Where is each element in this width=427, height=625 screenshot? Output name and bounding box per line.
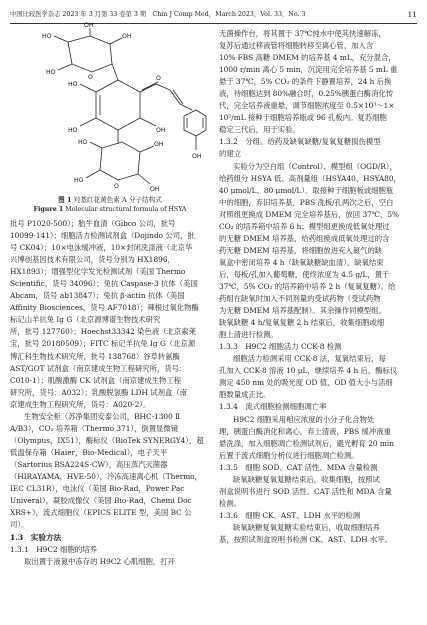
text-line: 测定 450 nm 处的吸光度 OD 值，OD 值大小与活细	[219, 378, 393, 388]
text-line: CO₂ 的培养箱中培养 6 h；模型组更换成低氧处理过	[219, 221, 390, 231]
figure-label-en: Figure 1	[33, 206, 64, 213]
text-line: 胞数量成正比。	[219, 390, 271, 400]
text-line: Abcam，货号 ab13847）；兔抗 β-actin 抗体（美国	[10, 291, 185, 301]
sod-cat-mda-paragraph	[219, 474, 417, 510]
page-number: 11	[407, 10, 417, 19]
atom-oh: OH	[154, 141, 164, 148]
right-column	[219, 28, 417, 546]
text-line: 基，按照试剂盒说明书检测 CK、AST、LDH 水平。	[219, 534, 393, 544]
atom-oh: OH	[150, 186, 160, 193]
text-line: 10% FBS 高糖 DMEM 的培养基 4 mL，充分混合，	[219, 53, 396, 63]
atom-o: O	[88, 74, 93, 81]
text-line: 为无糖 DMEM 培养基配制）。其余操作同模型组。	[219, 306, 386, 316]
atom-oh: OH	[84, 22, 94, 29]
text-line: 37℃，5% CO₂ 的培养箱中培养 2 h（复氧复糖）。给	[219, 281, 396, 291]
atom-ho: HO	[74, 177, 84, 184]
text-line: 胞上清进行检测。	[219, 330, 278, 340]
text-line: 剂盒说明书进行 SOD 活性、CAT 活性和 MDA 含量	[219, 486, 392, 496]
text-line: 标记山羊抗兔 Ig G（北京源博谱生物技术研究	[10, 315, 161, 325]
text-line: （Sartorius BSA224S-CW），高压蒸汽灭菌器	[10, 459, 168, 469]
text-line: 缺氧缺糖 4 h/复氧复糖 2 h 结束后，收集细胞或细	[219, 318, 385, 328]
text-line: Scientific，货号 34096）；兔抗 Caspase-3 抗体（美国	[10, 279, 198, 289]
text-line: AST/GOT 试剂盒（南京建成生物工程研究所，货号：	[10, 363, 187, 373]
figure-label-cn: 图 1	[58, 196, 72, 204]
atom-oh: OH	[192, 153, 202, 160]
text-line: 检测。	[219, 498, 242, 508]
text-line: 悬于 37℃，5% CO₂ 的条件下静置培养，24 h 后换	[219, 77, 392, 87]
text-line: Univeral），凝胶成像仪（美国 Bio-Rad，Chemi Doc	[10, 496, 192, 506]
apoptosis-paragraph	[219, 414, 417, 462]
text-line: 药无糖 DMEM 培养基，将细胞放进充入氮气的缺	[219, 245, 383, 255]
text-line: 40 μmol/L、80 μmol/L）。取接种于细胞板或细胞瓶	[219, 185, 394, 195]
subsection-heading: 1.3.1 H9C2 细胞的培养	[10, 545, 98, 555]
journal-citation: 中国比较医学杂志 2023 年 3 月第 33 卷第 3 期 Chin J Comp Med，March 2023，Vol. 33，No. 3	[10, 11, 306, 18]
text-line: 号 CK04）；10×电泳缓冲液，10×封闭洗涤液（北京华	[10, 243, 193, 253]
text-line: 后，每板/孔加入葡萄糖，使终浓度为 4.5 g/L，置于	[219, 269, 390, 279]
text-line: 研究所，货号：A032）；乳酸脱氢酶 LDH 试剂盒（南	[10, 387, 188, 397]
atom-ho: HO	[68, 81, 78, 88]
hsya-structure-drawing	[10, 22, 210, 194]
atom-ho: HO	[68, 127, 78, 134]
text-line: 批号 P1020-500）；胎牛血清（Gibco 公司，批号	[10, 219, 176, 228]
grouping-paragraph	[219, 161, 417, 342]
instruments-paragraph	[10, 411, 210, 531]
atom-o: O	[114, 183, 119, 190]
text-line: 缺氧缺糖复氧复糖实验结束后，收取细胞培养	[233, 522, 380, 532]
text-line: 1000 r/min 离心 5 min，沉淀用完全培养基 5 mL 重	[219, 65, 398, 75]
text-line: 10⁵/mL 接种于细胞培养瓶或 96 孔板内。复苏细胞	[219, 113, 387, 123]
text-line: 生物安全柜（苏净集团安泰公司，BHC-1300 Ⅱ	[24, 411, 181, 421]
text-line: 博汇科生物技术研究所，批号 138768）谷草转氨酶	[10, 351, 180, 361]
text-line: 给药组分 HSYA 低、高剂量组（HSYA40、HSYA80，	[219, 173, 401, 183]
text-line: 稳定三代后，用于实验。	[219, 125, 300, 135]
subsection-heading: 1.3.5 细胞 SOD、CAT 活性、MDA 含量检测	[219, 462, 378, 472]
text-line: XRS+），流式细胞仪（EPICS ELITE 型，美国 BC 公	[10, 508, 192, 518]
text-line: 兴博创基因技术有限公司，货号分别为 HX1896，	[10, 255, 175, 265]
text-line: Affinity Biosciences，货号 AF7018）；辣根过氧化物酶	[10, 303, 199, 313]
subsection-heading: 1.3.6 细胞 CK、AST、LDH 水平的检测	[219, 510, 361, 520]
text-line: 10099-141）；细胞活力检测试剂盒（Dojindo 公司，批	[10, 231, 195, 241]
text-line: 氧盒中密闭培养 4 h（缺氧缺糖缺血清），缺氧结束	[219, 257, 384, 267]
text-line: （Olympus，IX51），酶标仪（BioTek SYNERGY4），超	[10, 435, 204, 445]
atom-o: O	[156, 75, 161, 82]
culture-paragraph-start	[10, 556, 210, 568]
atom-oh: OH	[156, 127, 166, 134]
text-line: 细胞活力检测采用 CCK-8 法，复氧结束后，每	[233, 354, 386, 364]
subsection-heading	[219, 136, 417, 160]
text-line: 理，胰蛋白酶消化和离心，弃上清液，PBS 缓冲液重	[219, 426, 391, 436]
molecular-structure-figure	[10, 22, 210, 194]
left-column	[10, 22, 210, 569]
text-line: 京建成生物工程研究所，货号：A020-2）。	[10, 399, 151, 409]
text-line: 孔加入 CCK-8 溶液 10 μL，继续培养 4 h 后，酶标仪	[219, 366, 398, 376]
reagents-paragraph	[10, 218, 210, 411]
heading-line: 的建立	[219, 149, 242, 159]
text-line: 中的细胞，弃旧培养基，PBS 洗板/孔两次之后，空白	[219, 197, 394, 207]
text-line: 无菌操作台，将其置于 37℃纯水中使其快速解冻，	[219, 29, 386, 38]
text-line: IEC CL31R），电泳仪（美国 Bio-Rad，Power Pac	[10, 484, 185, 494]
text-line: 液，待细胞达到 80%融合时，0.25%胰蛋白酶消化传	[219, 89, 394, 99]
header-rule	[10, 23, 417, 24]
figure-caption-en	[10, 205, 210, 214]
text-line: 取出置于液氮中冻存的 H9C2 心肌细胞，打开	[24, 557, 175, 567]
text-line: 宝，批号 20180509）；FITC 标记羊抗兔 Ig G（北京源	[10, 339, 196, 349]
text-line: 的无糖 DMEM 培养基，给药组换成低氧处理过的含	[219, 233, 390, 243]
ck-ast-ldh-paragraph	[219, 522, 417, 546]
heading-line: 1.3.2 分组、给药及缺氧缺糖/复氧复糖损伤模型	[219, 137, 381, 147]
text-line: 低温保存箱（Haier，Bio-Medical），电子天平	[10, 447, 168, 457]
figure-caption-cn	[10, 196, 210, 205]
figure-title-en: Molecular structural formula of HSYA	[65, 206, 187, 213]
atom-oh: OH	[122, 33, 132, 40]
atom-ho: HO	[78, 139, 88, 146]
text-line: H9C2 细胞采用相应浓度的小分子化合物处	[233, 414, 375, 424]
text-line: 后置于流式细胞分析仪进行细胞凋亡检测。	[219, 450, 359, 460]
text-line: 所，批号 127760）；Hoechst33342 染色液（北京索莱	[10, 327, 196, 337]
atom-ho: HO	[46, 69, 56, 76]
text-line: 实验分为空白组（Control）、模型组（OGD/R），	[233, 161, 397, 171]
text-line: A/B3），CO₂ 培养箱（Thermo 371），倒置显微镜	[10, 423, 179, 433]
culture-paragraph-cont	[219, 28, 417, 136]
cck8-paragraph	[219, 353, 417, 401]
text-line: 药组在缺氧时加入不同剂量的受试药物（受试药物	[219, 294, 381, 304]
text-line: 复苏后通过移液管将细胞转移至离心管，加入含	[219, 41, 374, 51]
text-line: HX1893）；增强型化学发光检测试剂（美国 Thermo	[10, 267, 186, 277]
text-line: 缺氧缺糖复氧复糖结束后，收集细胞，按照试	[233, 474, 380, 484]
subsection-heading: 1.3.3 H9C2 细胞活力 CCK-8 检测	[219, 342, 342, 352]
text-line: 对照组更换成 DMEM 完全培养基后，放回 37℃，5%	[219, 209, 400, 219]
text-line: 司）。	[10, 520, 29, 530]
section-heading: 1.3 实验方法	[10, 533, 62, 543]
running-header	[10, 9, 417, 21]
figure-title-cn: 羟基红花黄色素 A 分子结构式	[73, 196, 162, 204]
atom-ho: HO	[42, 33, 52, 40]
subsection-heading: 1.3.4 流式细胞检测细胞凋亡率	[219, 402, 327, 412]
text-line: （HIRAYAMA，HVE-50），冷冻高速离心机（Thermo，	[10, 471, 202, 481]
text-line: C010-1）；肌酸激酶 CK 试剂盒（南京建成生物工程	[10, 375, 182, 385]
text-line: 悬洗涤，加入细胞凋亡检测试剂后，避光孵育 20 min	[219, 438, 394, 448]
text-line: 代，完全培养液重悬，调节细胞浓度至 0.5×10³～1×	[219, 101, 395, 111]
